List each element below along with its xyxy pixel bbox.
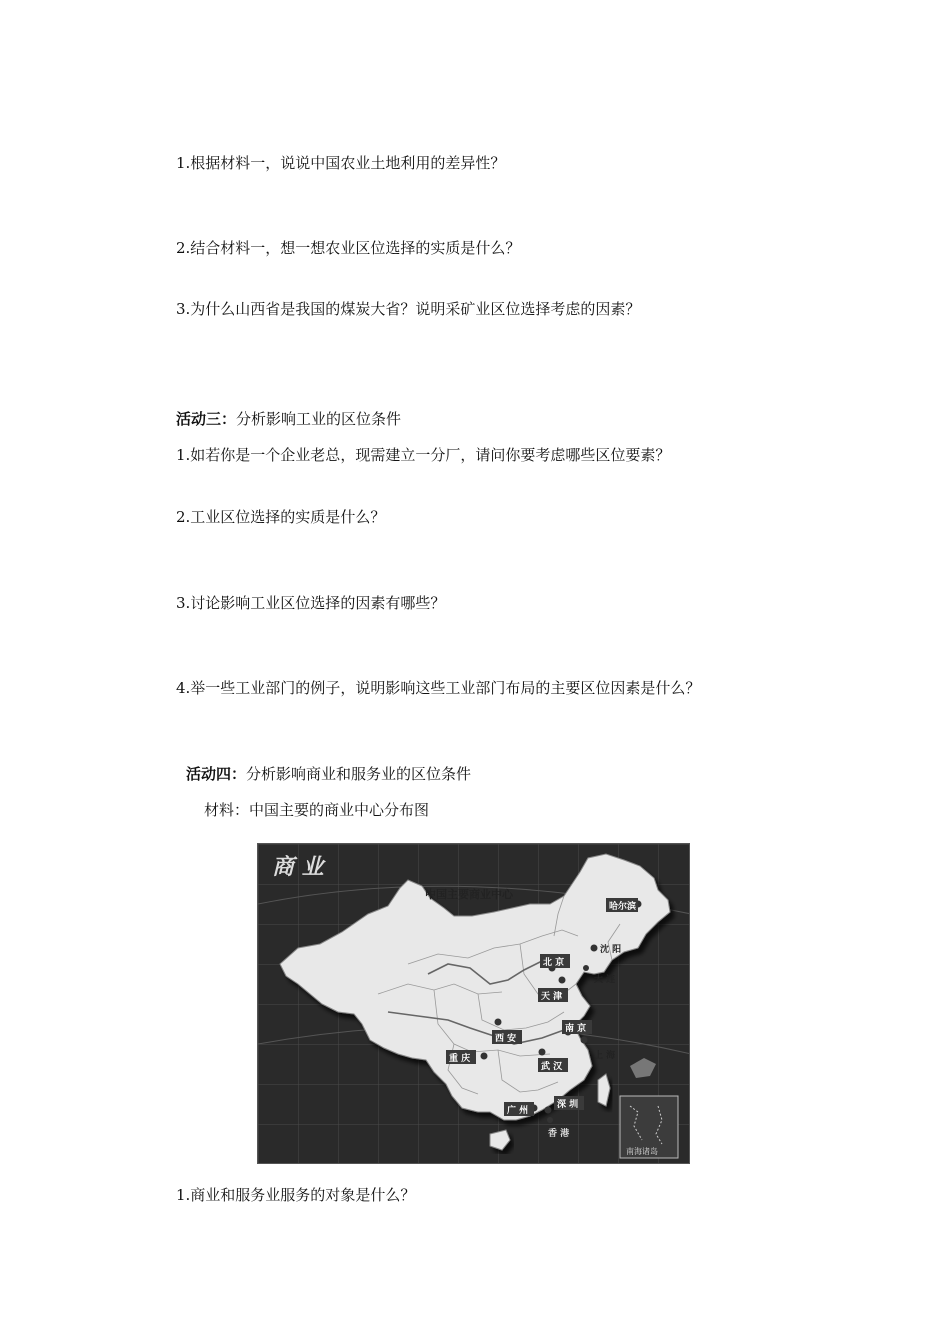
activity4-title: 分析影响商业和服务业的区位条件 [246, 765, 472, 783]
shenyang-dot [591, 945, 598, 952]
activity3-question-1: 1.如若你是一个企业老总，现需建立一分厂，请问你要考虑哪些区位要素？ [176, 446, 671, 464]
shanghai-dot [581, 1037, 588, 1044]
dalian-dot [583, 965, 589, 971]
label-shenzhen: 深 圳 [557, 1100, 579, 1110]
hongkong-dot [547, 1117, 553, 1123]
tianjin-dot [559, 977, 566, 984]
label-harbin: 哈尔滨 [609, 902, 637, 912]
label-shanghai: 上 海 [594, 1051, 616, 1061]
activity4-label: 活动四： [186, 765, 247, 783]
question-mining-3: 3.为什么山西省是我国的煤炭大省？说明采矿业区位选择考虑的因素？ [176, 300, 641, 318]
label-dalian: 大 连 [594, 975, 616, 985]
activity3-question-4: 4.举一些工业部门的例子，说明影响这些工业部门布局的主要区位因素是什么？ [176, 679, 701, 697]
question-agri-2: 2.结合材料一，想一想农业区位选择的实质是什么？ [176, 239, 521, 257]
map-corner-title: 商 业 [272, 855, 324, 880]
label-xian: 西 安 [495, 1034, 517, 1044]
shenzhen-dot [545, 1107, 552, 1114]
map-title: 中国主要商业中心 [425, 888, 513, 901]
map-svg [258, 844, 690, 1164]
label-guangzhou: 广 州 [507, 1106, 529, 1116]
label-beijing: 北 京 [543, 958, 565, 968]
label-nanjing: 南 京 [565, 1024, 587, 1034]
south-sea-inset [620, 1096, 678, 1158]
label-tianjin: 天 津 [541, 992, 563, 1002]
activity3-title: 分析影响工业的区位条件 [236, 410, 402, 428]
china-commerce-map [257, 843, 690, 1164]
question-agri-1: 1.根据材料一，说说中国农业土地利用的差异性？ [176, 154, 506, 172]
label-wuhan: 武 汉 [541, 1062, 563, 1072]
activity3-heading [176, 409, 401, 429]
activity4-heading [186, 764, 471, 784]
activity3-question-2: 2.工业区位选择的实质是什么？ [176, 508, 386, 526]
label-shenyang: 沈 阳 [600, 945, 622, 955]
label-hongkong: 香 港 [548, 1129, 570, 1139]
activity4-question-1: 1.商业和服务业服务的对象是什么？ [176, 1186, 416, 1204]
chongqing-dot [481, 1053, 488, 1060]
label-chongqing: 重 庆 [449, 1054, 471, 1064]
activity3-question-3: 3.讨论影响工业区位选择的因素有哪些？ [176, 594, 446, 612]
activity3-label: 活动三： [176, 410, 237, 428]
xian-dot [495, 1019, 502, 1026]
wuhan-dot [539, 1049, 546, 1056]
inset-label: 南海诸岛 [626, 1147, 658, 1156]
activity4-material: 材料：中国主要的商业中心分布图 [204, 801, 430, 819]
